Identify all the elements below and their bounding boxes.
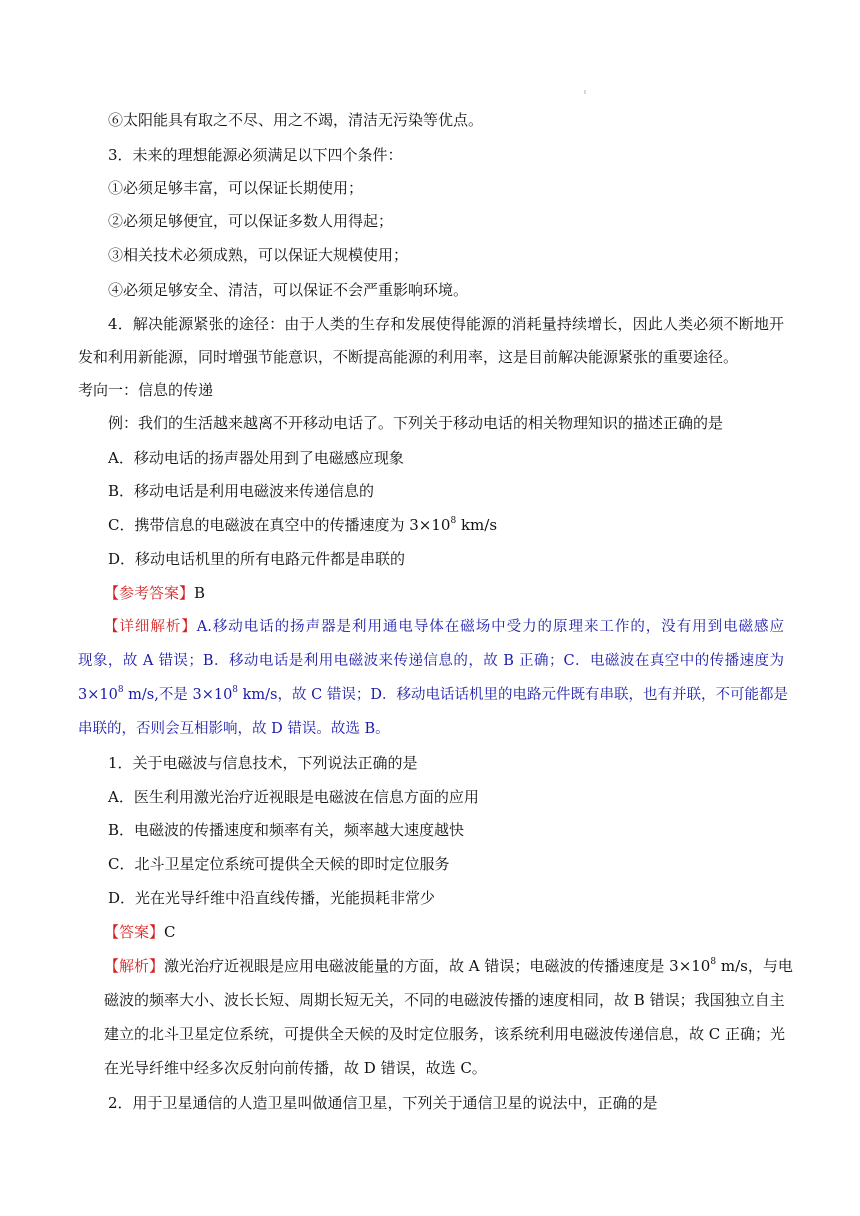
detail-analysis-label: 【详细解析】 [104, 619, 197, 635]
explanation-1-exponent: 8 [710, 957, 717, 967]
example-option-c [108, 515, 784, 535]
reference-answer [104, 583, 780, 603]
option-c-unit: km/s [456, 516, 498, 534]
example-option-d: D．移动电话机里的所有电路元件都是串联的 [108, 550, 406, 568]
detail-3-exponent-1: 8 [117, 685, 124, 696]
detail-3-part-a: 3×10 [78, 687, 118, 703]
example-option-b: B．移动电话是利用电磁波来传递信息的 [108, 482, 375, 500]
detail-analysis-line-2: 现象，故 A 错误；B．移动电话是利用电磁波来传递信息的，故 B 正确；C．电磁波在真空中的传播速度为 [78, 653, 784, 669]
detail-3-part-c: km/s，故 C 错误；D．移动电话话机里的电路元件既有串联，也有并联，不可能都是 [238, 687, 788, 703]
reference-answer-label: 【参考答案】 [104, 584, 195, 602]
energy-way-line-1: 4．解决能源紧张的途径：由于人类的生存和发展使得能源的消耗量持续增长，因此人类必须不断地开 [108, 315, 784, 333]
explanation-1-part-a: 激光治疗近视眼是应用电磁波能量的方面，故 A 错误；电磁波的传播速度是 3×10 [164, 957, 711, 975]
answer-label: 【答案】 [104, 923, 165, 941]
explanation-line-3: 建立的北斗卫星定位系统，可提供全天候的及时定位服务，该系统利用电磁波传递信息，故 C 正确；光 [104, 1025, 786, 1043]
explanation-label: 【解析】 [104, 957, 165, 975]
explanation-line-1 [104, 956, 793, 976]
option-c-text: C．携带信息的电磁波在真空中的传播速度为 3×10 [108, 516, 451, 534]
example-option-a: A．移动电话的扬声器处用到了电磁感应现象 [108, 449, 404, 467]
explanation-line-2: 磁波的频率大小、波长长短、周期长短无关，不同的电磁波传播的速度相同，故 B 错误；我国独立自主 [104, 991, 785, 1009]
section-heading: 考向一：信息的传递 [78, 381, 214, 399]
detail-analysis-text-1: A.移动电话的扬声器是利用通电导体在磁场中受力的原理来工作的，没有用到电磁感应 [196, 619, 785, 635]
question-1-answer [104, 922, 780, 942]
detail-analysis-line-4: 串联的，否则会互相影响，故 D 错误。故选 B。 [78, 721, 390, 737]
condition-4: ④必须足够安全、清洁，可以保证不会严重影响环境。 [108, 281, 469, 299]
question-2: 2．用于卫星通信的人造卫星叫做通信卫星，下列关于通信卫星的说法中，正确的是 [108, 1094, 658, 1112]
example-question: 例：我们的生活越来越离不开移动电话了。下列关于移动电话的相关物理知识的描述正确的是 [108, 414, 724, 432]
detail-analysis-line-1 [104, 617, 784, 637]
answer-value: C [164, 923, 176, 941]
solar-advantage-line: ⑥太阳能具有取之不尽、用之不竭，清洁无污染等优点。 [108, 111, 484, 129]
condition-2: ②必须足够便宜，可以保证多数人用得起； [108, 212, 394, 230]
option-c-exponent: 8 [450, 516, 457, 526]
detail-analysis-line-3 [78, 685, 788, 705]
detail-3-part-b: m/s,不是 3×10 [123, 687, 233, 703]
explanation-1-part-b: m/s，与电 [716, 957, 793, 975]
condition-1: ①必须足够丰富，可以保证长期使用； [108, 179, 364, 197]
conditions-title: 3．未来的理想能源必须满足以下四个条件： [108, 146, 403, 164]
energy-way-line-2: 发和利用新能源，同时增强节能意识，不断提高能源的利用率，这是目前解决能源紧张的重要途径。 [78, 348, 739, 366]
condition-3: ③相关技术必须成熟，可以保证大规模使用； [108, 246, 409, 264]
page-mark: ı [584, 88, 586, 96]
detail-3-exponent-2: 8 [232, 685, 239, 696]
question-1-option-b: B．电磁波的传播速度和频率有关，频率越大速度越快 [108, 821, 465, 839]
question-1-option-d: D．光在光导纤维中沿直线传播，光能损耗非常少 [108, 889, 436, 907]
question-1-option-c: C．北斗卫星定位系统可提供全天候的即时定位服务 [108, 855, 450, 873]
question-1: 1．关于电磁波与信息技术，下列说法正确的是 [108, 754, 418, 772]
explanation-line-4: 在光导纤维中经多次反射向前传播，故 D 错误，故选 C。 [104, 1059, 487, 1077]
reference-answer-value: B [194, 584, 206, 602]
question-1-option-a: A．医生利用激光治疗近视眼是电磁波在信息方面的应用 [108, 788, 479, 806]
